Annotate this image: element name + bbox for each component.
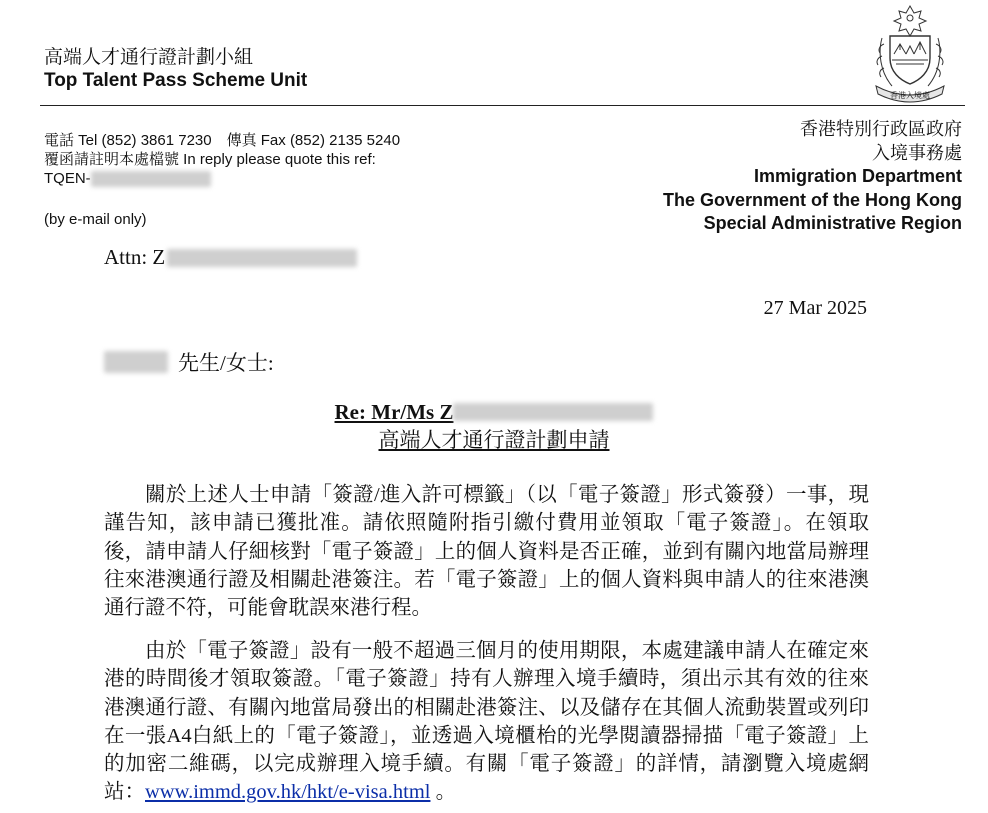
- body-paragraph-1: [104, 481, 869, 622]
- subject-prefix: Re: Mr/Ms Z: [334, 400, 454, 424]
- salutation: [104, 347, 274, 377]
- paragraph-2-body: 由於「電子簽證」設有一般不超過三個月的使用期限，本處建議申請人在確定來港的時間後才領取簽證。「電子簽證」持有人辦理入境手續時，須出示其有效的往來港澳通行證、有關內地當局發出的相關赴港簽注、以及儲存在其個人流動裝置或列印在一張A4白紙上的「電子簽證」，並透過入境櫃枱的光學閱讀器掃描「電子簽證」上的加密二維碼，以完成辦理入境手續。有關「電子簽證」的詳情，請瀏覽入境處網站：: [104, 640, 869, 804]
- paragraph-1-text: 關於上述人士申請「簽證/進入許可標籤」（以「電子簽證」形式簽發）一事，現謹告知，該申請已獲批准。請依照隨附指引繳付費用並領取「電子簽證」。在領取後，請申請人仔細核對「電子簽證」上的個人資料是否正確，並到有關內地當局辦理往來港澳通行證及相關赴港簽注。若「電子簽證」上的個人資料與申請人的往來港澳通行證不符，可能會耽誤來港行程。: [104, 484, 869, 620]
- redacted-reference: [91, 171, 211, 187]
- department-block: [663, 118, 962, 236]
- department-english: Immigration Department: [753, 166, 962, 186]
- evisa-website-link[interactable]: www.immd.gov.hk/hkt/e-visa.html: [145, 781, 431, 804]
- department-chinese: 入境事務處: [872, 142, 962, 163]
- government-english-line2: Special Administrative Region: [703, 213, 962, 233]
- paragraph-2-text: [104, 637, 869, 807]
- delivery-method: (by e-mail only): [44, 211, 147, 228]
- letter-date: 27 Mar 2025: [763, 297, 867, 319]
- government-chinese: 香港特別行政區政府: [800, 119, 962, 139]
- redacted-name: [167, 249, 357, 267]
- body-paragraph-2: [104, 637, 869, 807]
- reference-prefix: TQEN-: [44, 170, 91, 187]
- subject-title: 高端人才通行證計劃申請: [378, 428, 610, 452]
- tel-fax: 電話 Tel (852) 3861 7230 傳真 Fax (852) 2135 5240: [44, 132, 401, 149]
- redacted-surname: [104, 351, 168, 373]
- salutation-text: 先生/女士:: [178, 351, 274, 375]
- paragraph-2-end: 。: [430, 781, 457, 804]
- crest-caption: 香港入境處: [890, 91, 930, 100]
- redacted-subject-name: [453, 403, 653, 421]
- attention-prefix: Attn: Z: [104, 245, 166, 269]
- contact-block: [44, 131, 400, 188]
- subject-line: [335, 398, 654, 426]
- government-english-line1: The Government of the Hong Kong: [663, 189, 962, 210]
- header-divider: [40, 105, 965, 106]
- unit-name-english: Top Talent Pass Scheme Unit: [44, 70, 308, 91]
- attention-line: [104, 245, 357, 270]
- reference-number: [44, 169, 400, 188]
- subject-block: [0, 398, 988, 454]
- hkimmd-crest-logo: [862, 2, 958, 106]
- unit-name-chinese: 高端人才通行證計劃小組: [44, 47, 254, 68]
- reply-ref-note: 覆函請註明本處檔號 In reply please quote this ref:: [44, 151, 376, 168]
